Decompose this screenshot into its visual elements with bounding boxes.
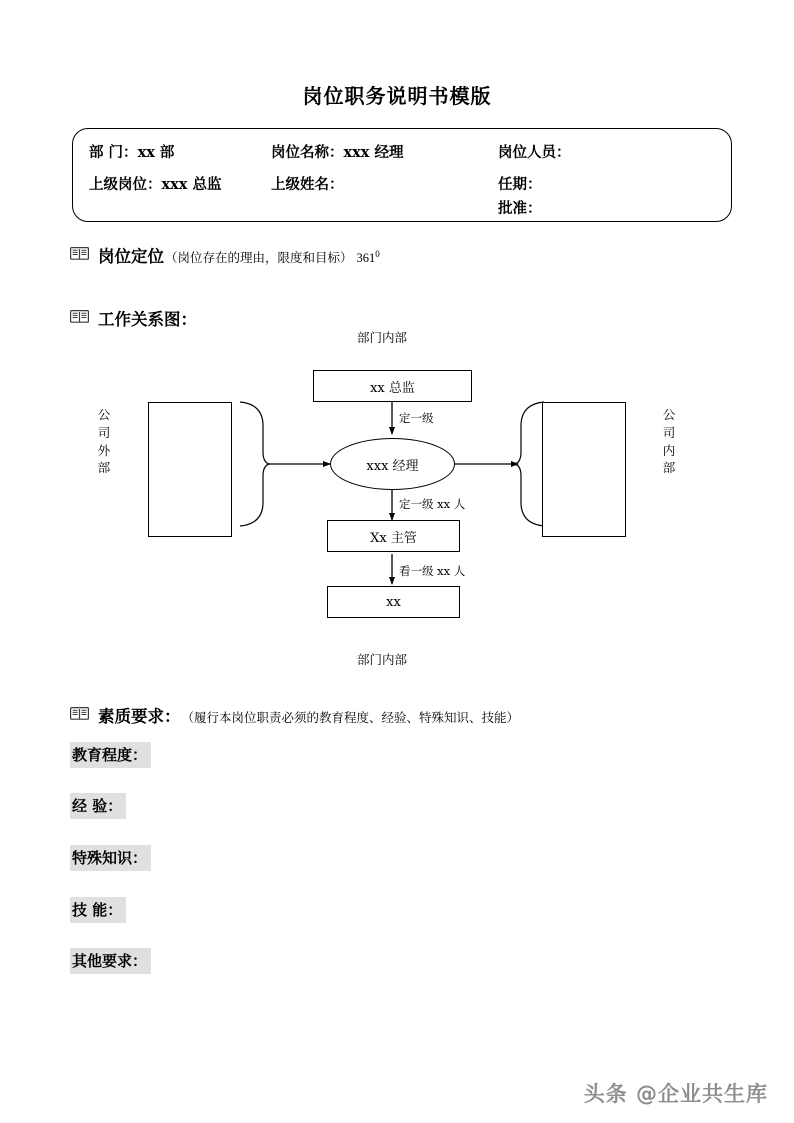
requirement-label-skills[interactable]: 技 能： — [70, 897, 126, 923]
position-name-field — [271, 141, 403, 162]
section-title: 工作关系图： — [98, 310, 197, 329]
approval-field — [498, 197, 542, 218]
book-icon — [70, 706, 89, 721]
header-info-box — [72, 128, 732, 222]
diagram-node-manager[interactable]: xxx 经理 — [330, 438, 455, 490]
position-code-superscript: 0 — [375, 248, 380, 259]
diagram-edge-director-manager: 定一级 — [399, 411, 434, 425]
superior-position-label: 上级岗位： — [89, 176, 162, 193]
position-holder-label: 岗位人员： — [498, 144, 571, 161]
section-position-purpose — [70, 243, 380, 267]
superior-name-field — [271, 173, 344, 194]
diagram-left-label: 公司外部 — [97, 407, 111, 476]
section-note: （履行本岗位职责必须的教育程度、经验、特殊知识、技能） — [181, 710, 520, 725]
diagram-internal-box[interactable] — [542, 402, 626, 537]
superior-name-label: 上级姓名： — [271, 176, 344, 193]
diagram-node-director[interactable]: xx 总监 — [313, 370, 472, 402]
diagram-top-label: 部门内部 — [357, 330, 408, 345]
requirement-label-education[interactable]: 教育程度： — [70, 742, 151, 768]
info-row — [73, 173, 731, 199]
diagram-node-supervisor[interactable]: Xx 主管 — [327, 520, 460, 552]
section-title: 素质要求： — [98, 707, 181, 726]
position-name-label: 岗位名称： — [271, 144, 344, 161]
section-note: （岗位存在的理由，限度和目标） — [165, 250, 353, 265]
info-row — [73, 197, 731, 223]
section-quality-requirements — [70, 703, 519, 727]
position-name-value[interactable]: xxx 经理 — [343, 144, 404, 161]
diagram-node-staff[interactable]: xx — [327, 586, 460, 618]
term-field — [498, 173, 542, 194]
watermark: 头条 @企业共生库 — [583, 1082, 768, 1106]
position-code — [357, 249, 380, 266]
diagram-right-label: 公司内部 — [662, 407, 676, 476]
department-label: 部 门： — [89, 144, 138, 161]
department-value[interactable]: xx 部 — [137, 144, 175, 161]
page-title: 岗位职务说明书模版 — [302, 84, 492, 108]
section-title: 岗位定位 — [98, 247, 164, 266]
book-icon — [70, 246, 89, 261]
diagram-edge-supervisor-staff: 看一级 xx 人 — [399, 564, 466, 578]
department-field — [89, 141, 174, 162]
requirement-label-experience[interactable]: 经 验： — [70, 793, 126, 819]
info-row — [73, 141, 731, 167]
approval-label: 批准： — [498, 200, 542, 217]
diagram-bottom-label: 部门内部 — [357, 652, 408, 667]
requirement-label-special-knowledge[interactable]: 特殊知识： — [70, 845, 151, 871]
superior-position-value[interactable]: xxx 总监 — [161, 176, 222, 193]
superior-position-field — [89, 173, 221, 194]
position-holder-field — [498, 141, 571, 162]
diagram-edge-manager-supervisor: 定一级 xx 人 — [399, 497, 466, 511]
term-label: 任期： — [498, 176, 542, 193]
requirement-label-other[interactable]: 其他要求： — [70, 948, 151, 974]
work-relations-diagram — [0, 320, 794, 680]
diagram-external-box[interactable] — [148, 402, 232, 537]
position-code-number: 361 — [356, 251, 376, 265]
